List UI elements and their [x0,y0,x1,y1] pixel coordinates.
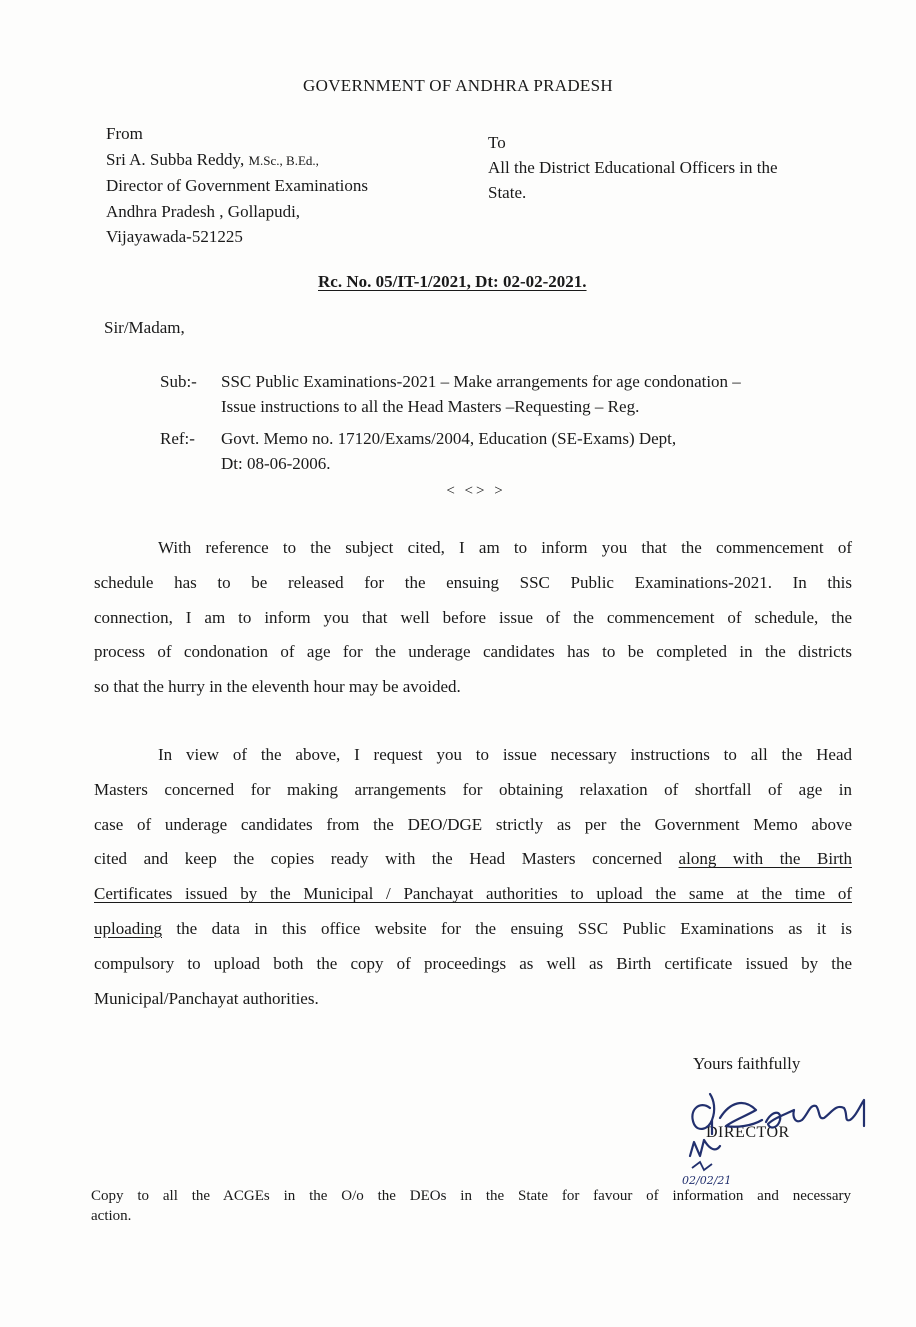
page-title: GOVERNMENT OF ANDHRA PRADESH [303,76,613,95]
section-divider: < <> > [446,483,506,499]
subject-label: Sub:- [160,372,197,391]
paragraph2-plain-text: cited and keep the copies ready with the Head Masters concerned [94,849,679,869]
paragraph2-line: case of underage candidates from the DEO/DGE strictly as per the Government Memo above [94,814,852,834]
paragraph1-line: so that the hurry in the eleventh hour may be avoided. [94,677,461,697]
sender-name: Sri A. Subba Reddy, [106,149,245,169]
paragraph2-line [94,842,852,877]
reference-line1: Govt. Memo no. 17120/Exams/2004, Education (SE-Exams) Dept, [221,429,677,448]
paragraph2-line: Municipal/Panchayat authorities. [94,988,319,1008]
reference-label: Ref:- [160,429,195,448]
body-paragraph-2 [94,738,852,1016]
recipient-line2: State. [488,183,527,202]
body-paragraph-1 [94,531,852,705]
underlined-text: along with the Birth [678,849,852,869]
sender-designation: Director of Government Examinations [106,176,369,195]
sender-qualification: M.Sc., B.Ed., [248,152,319,168]
handwritten-date: 02/02/21 [682,1174,732,1187]
paragraph1-line: process of condonation of age for the underage candidates has to be completed in the districts [94,642,852,662]
reference-number: Rc. No. 05/IT-1/2021, Dt: 02-02-2021. [318,272,587,291]
sender-block [106,121,368,250]
underlined-text: Certificates issued by the Municipal / Panchayat authorities to upload the same at the time of [94,884,852,904]
salutation: Sir/Madam, [104,318,185,337]
paragraph2-line: Masters concerned for making arrangements for obtaining relaxation of shortfall of age in [94,779,852,799]
recipient-block [488,130,778,205]
recipient-line1: All the District Educational Officers in the [488,158,778,177]
from-label: From [106,124,143,143]
paragraph2-line [94,912,852,947]
paragraph1-line: schedule has to be released for the ensuing SSC Public Examinations-2021. In this [94,572,852,592]
paragraph2-plain-text: the data in this office website for the ensuing SSC Public Examinations as it is [162,918,852,938]
subject-line1: SSC Public Examinations-2021 – Make arrangements for age condonation – [221,372,741,391]
paragraph1-line: With reference to the subject cited, I am to inform you that the commencement of [158,538,852,557]
handwritten-signature [660,1080,910,1190]
reference-line2: Dt: 08-06-2006. [221,454,331,473]
sender-address-line2: Vijayawada-521225 [106,227,243,246]
underlined-text: uploading [94,918,162,938]
closing-text: Yours faithfully [693,1054,801,1073]
paragraph2-line: compulsory to upload both the copy of proceedings as well as Birth certificate issued by the [94,953,852,973]
sender-address-line1: Andhra Pradesh , Gollapudi, [106,201,301,221]
subject-line2: Issue instructions to all the Head Masters –Requesting – Reg. [221,397,640,416]
footer-line: action. [91,1208,132,1224]
signatory-title: DIRECTOR [706,1124,790,1141]
to-label: To [488,133,506,152]
footer-line: Copy to all the ACGEs in the O/o the DEOs in the State for favour of information and necessary [91,1188,851,1204]
paragraph2-line: In view of the above, I request you to issue necessary instructions to all the Head [158,745,852,764]
copy-to-note [91,1186,851,1226]
sender-name-line [106,147,368,174]
paragraph1-line: connection, I am to inform you that well before issue of the commencement of schedule, the [94,607,852,627]
